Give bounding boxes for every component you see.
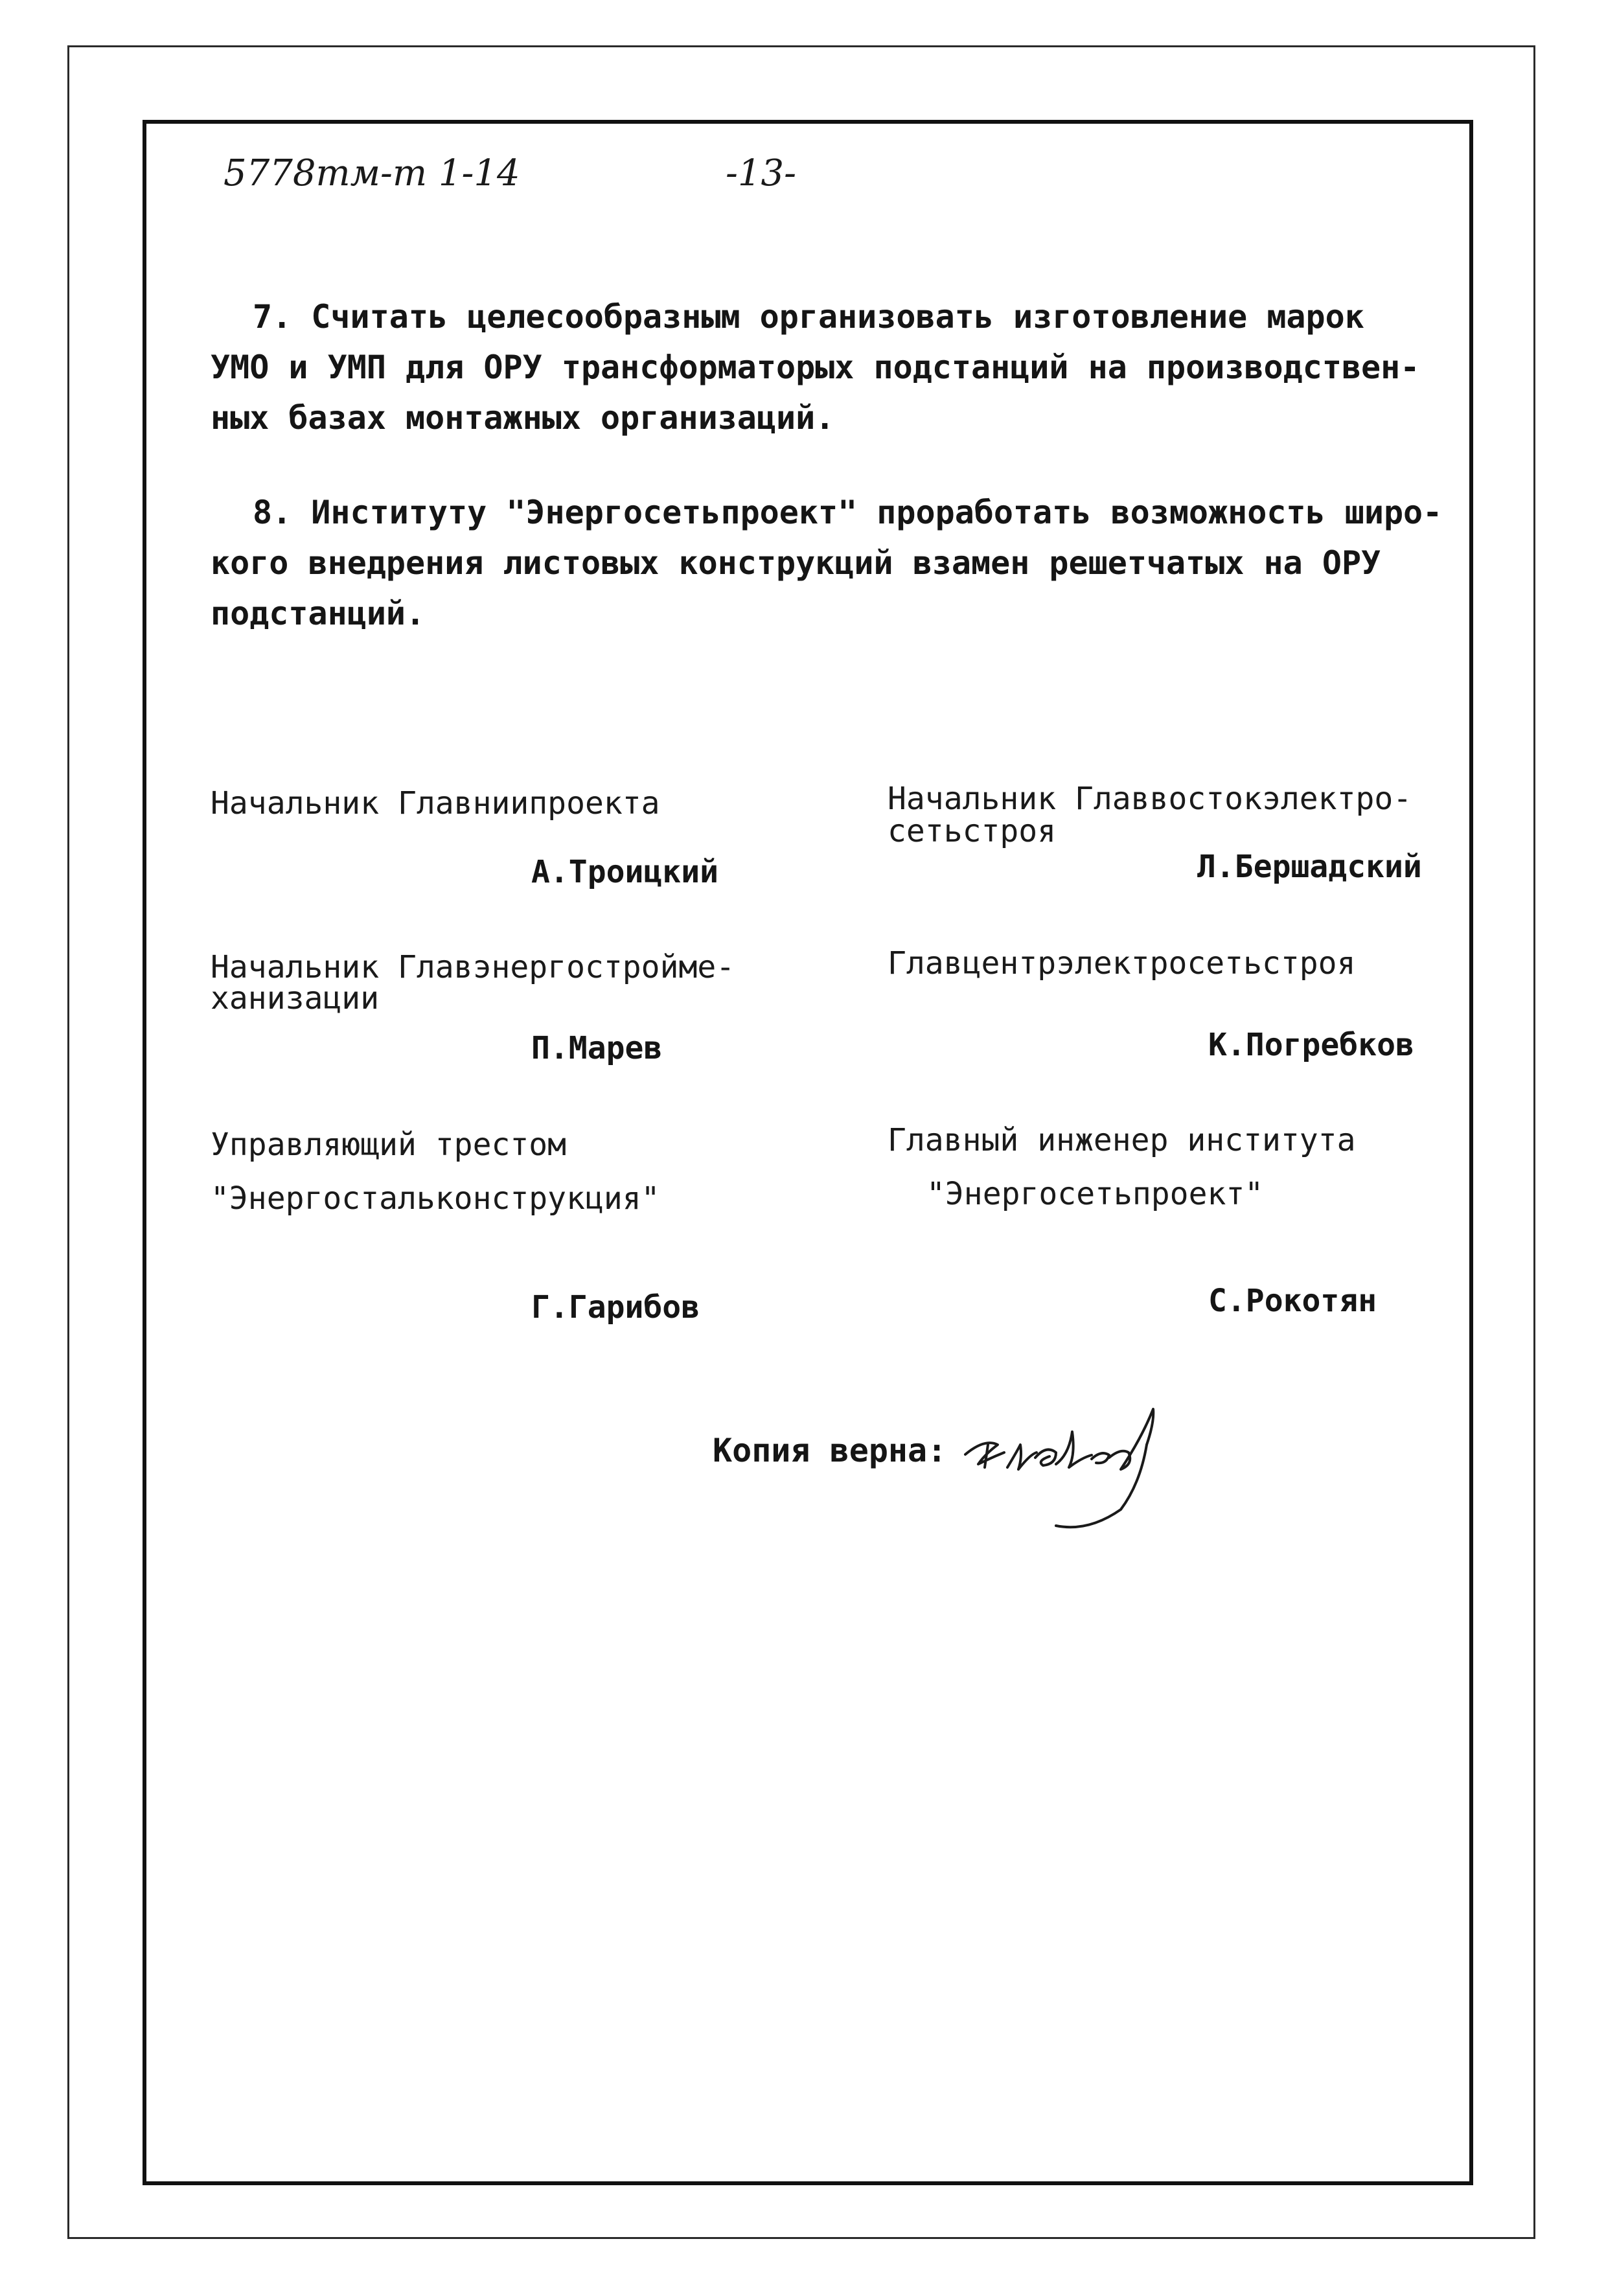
paragraph-8-line-1: 8. Институту "Энергосетьпроект" проработать возможность широ- xyxy=(253,494,1443,531)
paragraph-7-line-2: УМО и УМП для ОРУ трансформаторых подстанций на производствен- xyxy=(211,349,1420,386)
signatory-4-title: Главцентрэлектросетьстроя xyxy=(888,945,1356,982)
signatory-6-title-line-2: "Энергосетьпроект" xyxy=(926,1176,1264,1212)
signatory-3-title-line-2: ханизации xyxy=(211,980,380,1016)
handwritten-signature xyxy=(959,1393,1257,1542)
signatory-2-title-line-1: Начальник Главвостокэлектро- xyxy=(888,781,1412,817)
signatory-5-title-line-2: "Энергостальконструкция" xyxy=(211,1180,660,1217)
signatory-5-name: Г.Гарибов xyxy=(531,1289,700,1326)
signatory-4-name: К.Погребков xyxy=(1208,1027,1414,1063)
signatory-3-name: П.Марев xyxy=(531,1030,663,1066)
paragraph-7-line-1: 7. Считать целесообразным организовать изготовление марок xyxy=(253,298,1364,336)
copy-certified-label: Копия верна: xyxy=(713,1432,947,1469)
page-number: -13- xyxy=(726,152,797,194)
signatory-1-name: А.Троицкий xyxy=(531,854,718,890)
paragraph-8-line-2: кого внедрения листовых конструкций взамен решетчатых на ОРУ xyxy=(211,544,1381,582)
signatory-5-title-line-1: Управляющий трестом xyxy=(211,1127,567,1163)
signatory-1-title: Начальник Главниипроекта xyxy=(211,785,660,821)
paragraph-7-line-3: ных базах монтажных организаций. xyxy=(211,399,835,437)
document-code: 5778тм-т 1-14 xyxy=(224,152,520,194)
paragraph-8-line-3: подстанций. xyxy=(211,595,426,632)
signatory-6-name: С.Рокотян xyxy=(1208,1283,1377,1319)
signatory-6-title-line-1: Главный инженер института xyxy=(888,1122,1356,1158)
signatory-3-title-line-1: Начальник Главэнергостройме- xyxy=(211,949,735,985)
signatory-2-name: Л.Бершадский xyxy=(1197,849,1422,885)
signatory-2-title-line-2: сетьстроя xyxy=(888,813,1057,849)
